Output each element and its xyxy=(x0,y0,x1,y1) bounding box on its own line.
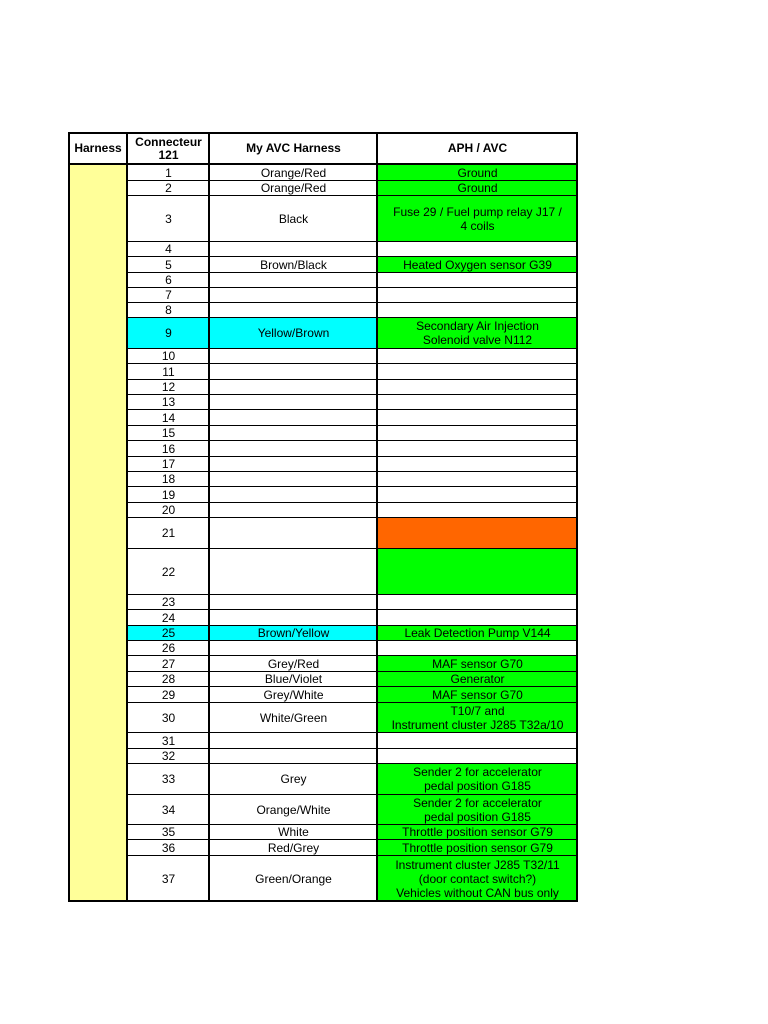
harness-column-fill xyxy=(69,165,127,901)
wire-color-cell xyxy=(210,380,377,394)
pin-number-cell: 7 xyxy=(165,288,172,302)
pin-number-cell: 35 xyxy=(161,825,176,839)
pin-number-cell: 33 xyxy=(161,772,176,786)
wire-color-cell: Grey xyxy=(280,772,307,786)
function-cell: Instrument cluster J285 T32/11 (door contact switch?) Vehicles without CAN bus only xyxy=(378,856,577,901)
function-cell: MAF sensor G70 xyxy=(378,656,577,671)
function-cell: Heated Oxygen sensor G39 xyxy=(378,257,577,272)
wire-color-cell xyxy=(210,641,377,655)
pin-number-cell: 14 xyxy=(161,410,176,425)
pin-number-cell: 28 xyxy=(161,672,176,686)
pin-number-cell: 5 xyxy=(165,257,172,272)
row-divider xyxy=(127,855,578,856)
pin-number-cell: 32 xyxy=(161,749,176,763)
row-divider xyxy=(127,517,578,518)
function-cell xyxy=(378,749,577,763)
pin-number-cell: 27 xyxy=(161,656,176,671)
wire-color-cell: Brown/Yellow xyxy=(210,626,377,640)
wire-color-cell: White/Green xyxy=(259,710,328,725)
wire-color-cell xyxy=(210,273,377,287)
header-bottom-border xyxy=(68,163,578,165)
column-divider xyxy=(126,132,128,902)
wire-color-cell xyxy=(210,487,377,502)
wire-color-cell: Grey/White xyxy=(263,687,324,702)
function-cell: Ground xyxy=(378,181,577,195)
row-divider xyxy=(127,609,578,610)
function-cell xyxy=(378,242,577,256)
wire-color-cell xyxy=(210,426,377,440)
row-divider xyxy=(127,409,578,410)
pin-number-cell: 22 xyxy=(161,564,176,579)
pin-number-cell: 18 xyxy=(161,472,176,486)
wire-color-cell: Blue/Violet xyxy=(264,672,323,686)
pin-number-cell: 26 xyxy=(161,641,176,655)
wire-color-cell xyxy=(210,595,377,609)
pin-number-cell: 29 xyxy=(161,687,176,702)
row-divider xyxy=(127,548,578,549)
wire-color-cell xyxy=(210,288,377,302)
pin-number-cell: 21 xyxy=(161,526,176,540)
row-divider xyxy=(127,748,578,749)
row-divider xyxy=(127,180,578,181)
function-cell xyxy=(378,549,577,594)
column-divider xyxy=(68,132,70,902)
wire-color-cell xyxy=(210,518,377,548)
row-divider xyxy=(127,839,578,840)
function-cell: Secondary Air Injection Solenoid valve N112 xyxy=(378,318,577,348)
function-cell: Leak Detection Pump V144 xyxy=(378,626,577,640)
header-my-avc-harness: My AVC Harness xyxy=(246,141,341,155)
function-cell: Throttle position sensor G79 xyxy=(378,825,577,839)
function-cell xyxy=(378,518,577,548)
wire-color-cell xyxy=(210,733,377,748)
pin-number-cell: 17 xyxy=(161,457,176,471)
row-divider xyxy=(127,686,578,687)
function-cell xyxy=(378,395,577,409)
wire-color-cell xyxy=(210,549,377,594)
pin-number-cell: 1 xyxy=(165,165,172,180)
table-bottom-border xyxy=(68,900,578,902)
wire-color-cell xyxy=(210,364,377,379)
row-divider xyxy=(127,486,578,487)
pin-number-cell: 30 xyxy=(161,710,176,725)
pin-number-cell: 31 xyxy=(161,733,176,748)
function-cell: Generator xyxy=(378,672,577,686)
row-divider xyxy=(127,702,578,703)
row-divider xyxy=(127,195,578,196)
pin-number-cell: 24 xyxy=(161,610,176,625)
pin-number-cell: 2 xyxy=(165,181,172,195)
row-divider xyxy=(127,256,578,257)
function-cell xyxy=(378,380,577,394)
wire-color-cell xyxy=(210,395,377,409)
pin-number-cell: 20 xyxy=(161,503,176,517)
row-divider xyxy=(127,302,578,303)
row-divider xyxy=(127,824,578,825)
wire-color-cell xyxy=(210,441,377,456)
pin-number-cell: 16 xyxy=(161,441,176,456)
pin-number-cell: 10 xyxy=(161,349,176,363)
function-cell xyxy=(378,503,577,517)
function-cell xyxy=(378,472,577,486)
row-divider xyxy=(127,394,578,395)
wire-color-cell: Green/Orange xyxy=(255,871,332,886)
function-cell xyxy=(378,487,577,502)
header-harness: Harness xyxy=(74,141,122,155)
row-divider xyxy=(127,655,578,656)
wire-color-cell: Grey/Red xyxy=(267,656,320,671)
function-cell xyxy=(378,426,577,440)
function-cell: T10/7 and Instrument cluster J285 T32a/10 xyxy=(378,703,577,732)
pin-number-cell: 3 xyxy=(165,211,172,226)
wire-color-cell: Orange/Red xyxy=(260,165,327,180)
function-cell xyxy=(378,641,577,655)
pin-number-cell: 37 xyxy=(161,871,176,886)
row-divider xyxy=(127,456,578,457)
function-cell: Ground xyxy=(378,165,577,180)
function-cell xyxy=(378,610,577,625)
wire-color-cell: Yellow/Brown xyxy=(210,318,377,348)
row-divider xyxy=(127,272,578,273)
row-divider xyxy=(127,440,578,441)
row-divider xyxy=(127,348,578,349)
pin-number-cell: 23 xyxy=(161,595,176,609)
wire-color-cell: White xyxy=(278,825,309,839)
function-cell xyxy=(378,303,577,317)
wire-color-cell xyxy=(210,457,377,471)
pin-number-cell: 12 xyxy=(161,380,176,394)
row-divider xyxy=(127,794,578,795)
function-cell: Throttle position sensor G79 xyxy=(378,840,577,855)
row-divider xyxy=(127,471,578,472)
function-cell: Fuse 29 / Fuel pump relay J17 / 4 coils xyxy=(378,196,577,241)
table-top-border xyxy=(68,132,578,134)
pin-number-cell: 9 xyxy=(128,318,209,348)
column-divider xyxy=(208,132,210,902)
column-divider xyxy=(576,132,578,902)
wire-color-cell xyxy=(210,503,377,517)
wire-color-cell xyxy=(210,242,377,256)
function-cell xyxy=(378,364,577,379)
wire-color-cell xyxy=(210,349,377,363)
pin-number-cell: 11 xyxy=(162,364,175,379)
pin-number-cell: 19 xyxy=(161,487,176,502)
pin-number-cell: 4 xyxy=(165,242,172,256)
row-divider xyxy=(127,640,578,641)
pin-number-cell: 25 xyxy=(128,626,209,640)
wire-color-cell xyxy=(210,749,377,763)
wire-color-cell: Orange/Red xyxy=(260,181,327,195)
header-connecteur: Connecteur 121 xyxy=(135,134,202,162)
row-divider xyxy=(127,671,578,672)
row-divider xyxy=(127,425,578,426)
pin-number-cell: 15 xyxy=(161,426,176,440)
wire-color-cell xyxy=(210,472,377,486)
row-divider xyxy=(127,732,578,733)
wire-color-cell: Brown/Black xyxy=(260,257,327,272)
function-cell xyxy=(378,733,577,748)
row-divider xyxy=(127,287,578,288)
function-cell: Sender 2 for accelerator pedal position G185 xyxy=(378,764,577,794)
wire-color-cell xyxy=(210,303,377,317)
wire-color-cell: Black xyxy=(278,211,309,226)
function-cell: Sender 2 for accelerator pedal position G185 xyxy=(378,795,577,824)
wire-color-cell xyxy=(210,410,377,425)
row-divider xyxy=(127,363,578,364)
function-cell xyxy=(378,273,577,287)
function-cell xyxy=(378,349,577,363)
row-divider xyxy=(127,625,578,626)
function-cell xyxy=(378,441,577,456)
row-divider xyxy=(127,379,578,380)
wire-color-cell: Red/Grey xyxy=(267,840,320,855)
row-divider xyxy=(127,594,578,595)
row-divider xyxy=(127,241,578,242)
pin-number-cell: 8 xyxy=(165,303,172,317)
pin-number-cell: 13 xyxy=(161,395,176,409)
pin-number-cell: 36 xyxy=(161,840,176,855)
row-divider xyxy=(127,502,578,503)
function-cell xyxy=(378,288,577,302)
header-aph-avc: APH / AVC xyxy=(447,141,508,155)
row-divider xyxy=(127,763,578,764)
function-cell xyxy=(378,457,577,471)
wire-color-cell: Orange/White xyxy=(256,802,331,817)
pin-number-cell: 6 xyxy=(165,273,172,287)
pin-number-cell: 34 xyxy=(161,802,176,817)
column-divider xyxy=(376,132,378,902)
function-cell xyxy=(378,410,577,425)
function-cell xyxy=(378,595,577,609)
function-cell: MAF sensor G70 xyxy=(378,687,577,702)
pinout-table xyxy=(68,132,578,908)
row-divider xyxy=(127,317,578,318)
wire-color-cell xyxy=(210,610,377,625)
